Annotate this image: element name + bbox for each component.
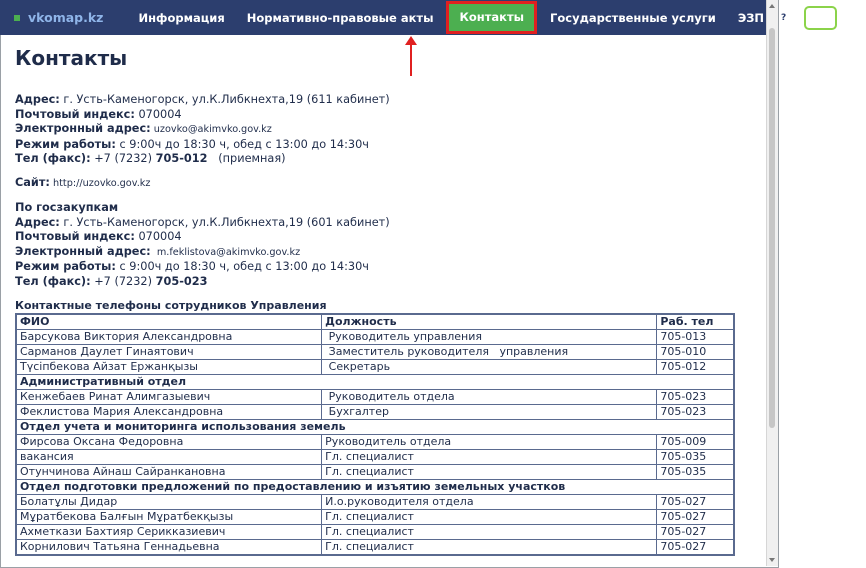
table-cell: 705-009	[657, 435, 734, 450]
table-header-cell: Раб. тел	[657, 314, 734, 330]
table-cell: Барсукова Виктория Александровна	[16, 330, 322, 345]
site-logo[interactable]	[14, 10, 103, 25]
contact-block	[15, 93, 755, 167]
table-cell: Заместитель руководителя управления	[322, 345, 657, 360]
table-row	[16, 450, 734, 465]
procurement-title: По госзакупкам	[15, 201, 119, 214]
table-cell: 705-027	[657, 495, 734, 510]
table-row	[16, 525, 734, 540]
main-content	[15, 46, 755, 312]
table-header-row	[16, 314, 734, 330]
table-cell: 705-023	[657, 390, 734, 405]
table-row	[16, 465, 734, 480]
table-cell: Гл. специалист	[322, 450, 657, 465]
table-cell: 705-012	[657, 360, 734, 375]
logo-square-icon	[14, 15, 20, 21]
table-cell: Гл. специалист	[322, 465, 657, 480]
table-cell: Гл. специалист	[322, 525, 657, 540]
procurement-block	[15, 201, 755, 289]
procurement-postal-line: Почтовый индекс: 070004	[15, 230, 182, 243]
table-section-cell: Отдел учета и мониторинга использования земель	[16, 420, 734, 435]
table-cell: Корнилович Татьяна Геннадьевна	[16, 540, 322, 556]
table-header-cell: ФИО	[16, 314, 322, 330]
postal-line: Почтовый индекс: 070004	[15, 107, 182, 121]
table-section-row	[16, 420, 734, 435]
table-cell: 705-035	[657, 450, 734, 465]
scroll-up-icon[interactable]	[769, 4, 775, 8]
site-link[interactable]: http://uzovko.gov.kz	[49, 177, 151, 189]
procurement-email-link[interactable]: m.feklistova@akimvko.gov.kz	[150, 246, 301, 258]
table-cell: 705-035	[657, 465, 734, 480]
scroll-thumb[interactable]	[769, 28, 775, 428]
table-row	[16, 360, 734, 375]
table-cell: Фирсова Оксана Федоровна	[16, 435, 322, 450]
table-cell: Түсіпбекова Айзат Ержанқызы	[16, 360, 322, 375]
table-row	[16, 540, 734, 556]
phone-line: Тел (факс): +7 (7232) 705-012 (приемная)	[15, 152, 286, 165]
table-row	[16, 435, 734, 450]
table-cell: вакансия	[16, 450, 322, 465]
nav-item-contacts[interactable]: Контакты	[448, 3, 535, 32]
table-section-cell: Отдел подготовки предложений по предоставлению и изъятию земельных участков	[16, 480, 734, 495]
table-cell: 705-010	[657, 345, 734, 360]
lang-kz-button[interactable]: Қаз	[843, 10, 866, 25]
table-cell: Руководитель управления	[322, 330, 657, 345]
nav-item-legal-acts[interactable]: Нормативно-правовые акты	[246, 10, 434, 25]
table-row	[16, 390, 734, 405]
table-row	[16, 495, 734, 510]
site-line: Сайт: http://uzovko.gov.kz	[15, 175, 151, 189]
lang-ru-button[interactable]: Рус	[804, 6, 837, 30]
table-cell: Феклистова Мария Александровна	[16, 405, 322, 420]
table-row	[16, 405, 734, 420]
table-section-row	[16, 480, 734, 495]
table-header-cell: Должность	[322, 314, 657, 330]
table-cell: Руководитель отдела	[322, 390, 657, 405]
hours-line: Режим работы: с 9:00ч до 18:30 ч, обед с 13:00 до 14:30ч	[15, 137, 369, 151]
table-section-cell: Административный отдел	[16, 375, 734, 390]
procurement-address-line: Адрес: г. Усть-Каменогорск, ул.К.Либкнехта,19 (601 кабинет)	[15, 215, 390, 229]
brand-name: vkomap.kz	[28, 10, 104, 25]
help-icon[interactable]: ?	[781, 12, 787, 23]
table-cell: Бухгалтер	[322, 405, 657, 420]
table-cell: Кенжебаев Ринат Алимгазыевич	[16, 390, 322, 405]
table-cell: И.о.руководителя отдела	[322, 495, 657, 510]
nav-item-public-services[interactable]: Государственные услуги	[550, 10, 716, 25]
table-cell: Мұратбекова Балғын Мұратбекқызы	[16, 510, 322, 525]
table-row	[16, 330, 734, 345]
table-cell: 705-023	[657, 405, 734, 420]
table-cell: Гл. специалист	[322, 510, 657, 525]
table-cell: Болатұлы Дидар	[16, 495, 322, 510]
table-cell: Ахметкази Бахтияр Серикказиевич	[16, 525, 322, 540]
table-cell: 705-013	[657, 330, 734, 345]
address-line: Адрес: г. Усть-Каменогорск, ул.К.Либкнехта,19 (611 кабинет)	[15, 93, 390, 106]
page-title: Контакты	[15, 46, 128, 70]
staff-table	[15, 313, 735, 556]
procurement-hours-line: Режим работы: с 9:00ч до 18:30 ч, обед с 13:00 до 14:30ч	[15, 260, 369, 273]
table-cell: Сарманов Даулет Гинаятович	[16, 345, 322, 360]
nav-item-ezp[interactable]: ЭЗП	[737, 10, 765, 25]
table-cell: Руководитель отдела	[322, 435, 657, 450]
scroll-down-icon[interactable]	[769, 558, 775, 562]
email-line: Электронный адрес: uzovko@akimvko.gov.kz	[15, 122, 272, 135]
table-cell: Секретарь	[322, 360, 657, 375]
vertical-scrollbar[interactable]	[766, 0, 778, 566]
procurement-email-line: Электронный адрес: m.feklistova@akimvko.gov.kz	[15, 244, 301, 258]
table-cell: 705-027	[657, 540, 734, 556]
table-row	[16, 345, 734, 360]
nav-item-info[interactable]: Информация	[138, 10, 225, 25]
email-link[interactable]: uzovko@akimvko.gov.kz	[150, 124, 272, 135]
table-cell: 705-027	[657, 510, 734, 525]
procurement-phone-line: Тел (факс): +7 (7232) 705-023	[15, 274, 208, 288]
staff-section-title: Контактные телефоны сотрудников Управления	[15, 299, 327, 312]
top-navbar	[0, 0, 866, 35]
table-row	[16, 510, 734, 525]
table-section-row	[16, 375, 734, 390]
table-cell: Отунчинова Айнаш Сайранкановна	[16, 465, 322, 480]
table-cell: Гл. специалист	[322, 540, 657, 556]
table-cell: 705-027	[657, 525, 734, 540]
